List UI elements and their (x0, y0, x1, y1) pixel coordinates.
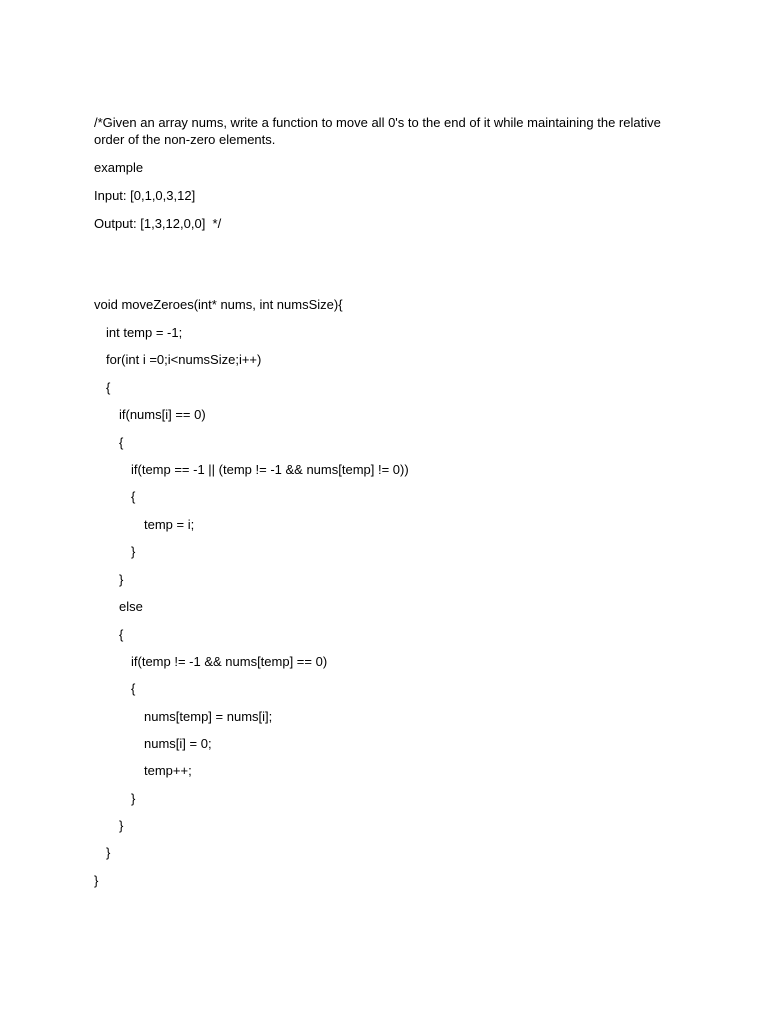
comment-header: /*Given an array nums, write a function to move all 0's to the end of it while maintaining the relative order of the non-zero elements. (94, 115, 661, 147)
output-line: Output: [1,3,12,0,0] */ (94, 216, 222, 231)
code-line: if(temp != -1 && nums[temp] == 0) (131, 654, 328, 669)
code-line: void moveZeroes(int* nums, int numsSize){ (94, 297, 343, 312)
code-line: temp++; (144, 763, 192, 778)
code-line: int temp = -1; (106, 325, 183, 340)
code-line: } (131, 791, 136, 806)
code-line: nums[i] = 0; (144, 736, 212, 751)
code-line: { (131, 489, 136, 504)
code-line: temp = i; (144, 517, 195, 532)
code-line: } (106, 845, 111, 860)
code-line: { (106, 380, 111, 395)
example-label: example (94, 160, 144, 175)
code-line: { (131, 681, 136, 696)
code-line: { (119, 627, 124, 642)
code-line: } (94, 873, 99, 888)
code-line: else (119, 599, 143, 614)
code-line: if(temp == -1 || (temp != -1 && nums[temp] != 0)) (131, 462, 409, 477)
code-line: } (131, 544, 136, 559)
code-line: if(nums[i] == 0) (119, 407, 206, 422)
code-line: } (119, 572, 124, 587)
code-line: for(int i =0;i<numsSize;i++) (106, 352, 262, 367)
code-line: nums[temp] = nums[i]; (144, 709, 273, 724)
code-line: } (119, 818, 124, 833)
code-line: { (119, 435, 124, 450)
input-line: Input: [0,1,0,3,12] (94, 188, 196, 203)
